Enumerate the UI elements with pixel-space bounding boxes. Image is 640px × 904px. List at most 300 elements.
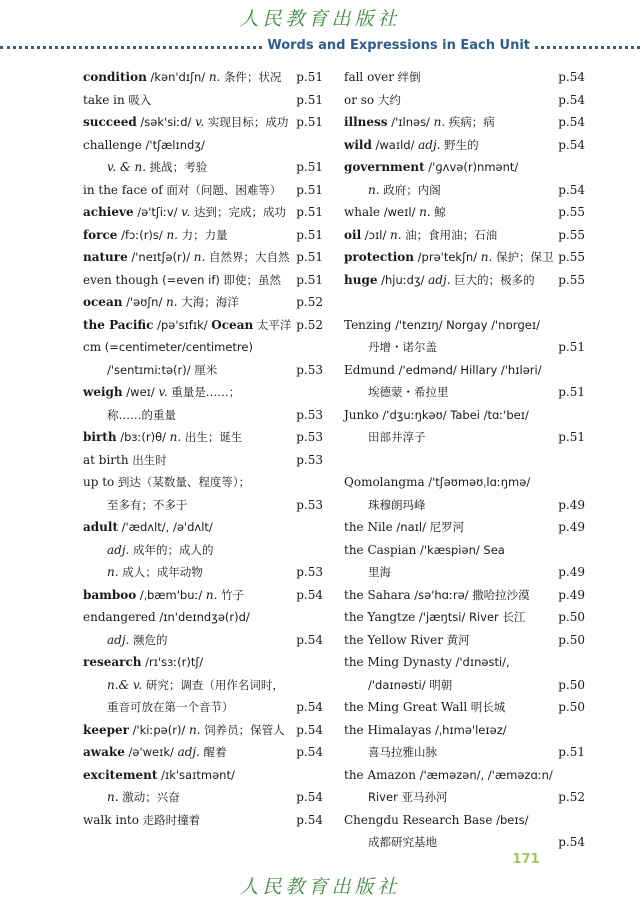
headword: excitement xyxy=(83,767,158,782)
entry-text xyxy=(344,719,507,742)
headword: the Ming Dynasty xyxy=(344,655,452,669)
translation: 研究；调查（用作名词时， xyxy=(142,677,284,692)
vocab-entry xyxy=(83,629,323,652)
translation: 力；力量 xyxy=(177,227,228,242)
headword: up to xyxy=(83,475,115,489)
vocab-entry xyxy=(344,246,585,269)
part-of-speech: adj. xyxy=(107,542,130,557)
page-reference: p.53 xyxy=(296,430,323,444)
vocab-entry xyxy=(344,179,585,202)
part-of-speech: adj. xyxy=(418,137,441,152)
page-reference: p.49 xyxy=(558,497,585,512)
vocab-entry xyxy=(344,584,585,607)
vocab-entry xyxy=(344,111,585,134)
translation: 尼罗河 xyxy=(429,520,465,534)
phonetic: /'kæspiən/ Sea xyxy=(416,542,505,557)
page-reference: p.54 xyxy=(558,137,585,152)
headword: take in xyxy=(83,92,125,107)
entry-text xyxy=(107,494,188,517)
vocab-entry xyxy=(83,674,323,697)
phonetic: /'ɡʌvə(r)nmənt/ xyxy=(424,160,519,174)
part-of-speech: n. xyxy=(193,250,206,264)
vocab-entry xyxy=(344,786,585,809)
page-title: Words and Expressions in Each Unit xyxy=(263,38,534,53)
vocab-entry xyxy=(344,404,585,427)
vocab-entry xyxy=(344,314,585,337)
translation: 成都研究基地 xyxy=(368,835,437,849)
translation: 绊倒 xyxy=(393,70,421,84)
phonetic: /prə'tekʃn/ xyxy=(414,250,481,264)
vocab-entry xyxy=(83,584,323,607)
translation: 吸入 xyxy=(124,92,152,107)
vocab-entry xyxy=(83,741,323,764)
headword: the Pacific xyxy=(83,317,154,332)
vocab-entry xyxy=(344,269,585,292)
entry-text xyxy=(107,359,217,382)
entry-text xyxy=(83,651,203,674)
headword: walk into xyxy=(83,812,139,827)
translation: 大约 xyxy=(374,92,401,107)
translation: 醒着 xyxy=(199,745,227,759)
headword: wild xyxy=(344,137,372,152)
phonetic: /'daɪnəsti/ xyxy=(368,677,430,692)
translation: 明长城 xyxy=(467,700,506,714)
entry-text xyxy=(107,629,168,652)
entry-text xyxy=(344,516,464,539)
entry-text xyxy=(83,426,242,449)
part-of-speech: n. xyxy=(188,722,201,737)
entry-text xyxy=(83,314,291,337)
entry-text xyxy=(368,831,437,854)
translation: 保护；保卫 xyxy=(492,250,554,264)
entry-text xyxy=(344,584,530,607)
translation: 珠穆朗玛峰 xyxy=(368,497,426,512)
translation: 埃德蒙・希拉里 xyxy=(368,385,449,399)
page-reference: p.54 xyxy=(296,700,323,714)
vocab-entry xyxy=(83,539,323,562)
translation: 野生的 xyxy=(440,137,479,152)
entry-text xyxy=(83,471,250,494)
phonetic: /weɪ/ xyxy=(122,385,159,399)
page-reference: p.55 xyxy=(558,205,585,219)
entry-text xyxy=(107,674,284,697)
vocab-entry xyxy=(344,494,585,517)
page-reference: p.54 xyxy=(558,70,585,84)
entry-text xyxy=(83,809,200,832)
phonetic: /ɪn'deɪndʒə(r)d/ xyxy=(155,610,250,624)
vocab-entry xyxy=(83,89,323,112)
headword: achieve xyxy=(83,205,134,219)
entry-text xyxy=(344,404,529,427)
vocab-entry xyxy=(83,764,323,787)
vocab-entry xyxy=(344,134,585,157)
entry-text xyxy=(83,741,227,764)
entry-text xyxy=(368,494,426,517)
headword: whale xyxy=(344,205,381,219)
vocab-entry xyxy=(344,741,585,764)
vocab-entry xyxy=(83,314,323,337)
page-reference: p.51 xyxy=(558,430,585,444)
phonetic: /bɜː(r)θ/ xyxy=(116,430,170,444)
page-reference: p.51 xyxy=(296,182,323,197)
vocab-entry xyxy=(83,516,323,539)
vocab-entry xyxy=(344,606,585,629)
vocab-entry xyxy=(83,359,323,382)
part-of-speech: n. xyxy=(107,565,119,579)
vocab-entry xyxy=(344,561,585,584)
headword: government xyxy=(344,160,425,174)
phonetic: /'ɪlnəs/ xyxy=(387,115,434,129)
part-of-speech: n. xyxy=(433,115,446,129)
headword: or so xyxy=(344,92,375,107)
entry-text xyxy=(83,291,239,314)
vocab-entry xyxy=(83,404,323,427)
phonetic: /'tenzɪŋ/ Norgay /'nɒrɡeɪ/ xyxy=(391,317,541,332)
headword: research xyxy=(83,655,142,669)
vocab-entry xyxy=(344,629,585,652)
phonetic: River xyxy=(368,790,402,804)
entry-text xyxy=(83,89,151,112)
vocab-entry xyxy=(344,201,585,224)
phonetic: /ə'tʃiːv/ xyxy=(133,205,182,219)
entry-text xyxy=(344,764,553,787)
entry-text xyxy=(344,224,497,247)
entry-text xyxy=(83,179,281,202)
translation: 实现目标；成功 xyxy=(204,115,289,129)
page-reference: p.51 xyxy=(296,227,323,242)
headword: at birth xyxy=(83,452,129,467)
entry-text xyxy=(83,719,285,742)
phonetic: /'æməzən/, /'æməzɑːn/ xyxy=(415,767,553,782)
page-reference: p.53 xyxy=(296,497,323,512)
vocab-entry xyxy=(83,426,323,449)
page-reference: p.54 xyxy=(296,632,323,647)
headword: protection xyxy=(344,250,415,264)
headword-extra: Ocean xyxy=(211,317,254,332)
vocab-entry xyxy=(344,471,585,494)
entry-text xyxy=(83,134,205,157)
translation: 鲸 xyxy=(430,205,446,219)
publisher-footer: 人民教育出版社 xyxy=(239,876,401,898)
headword: nature xyxy=(83,250,128,264)
headword: force xyxy=(83,227,118,242)
headword: oil xyxy=(344,227,362,242)
phonetic: (=even if) xyxy=(158,272,224,287)
translation: 长江 xyxy=(502,610,526,624)
headword: the Yangtze xyxy=(344,610,416,624)
page-reference: p.53 xyxy=(296,565,323,579)
entry-text xyxy=(107,786,180,809)
translation: 达到；完成；成功 xyxy=(190,205,286,219)
headword: weigh xyxy=(83,385,123,399)
translation: 政府；内阁 xyxy=(379,182,441,197)
headword: the Nile xyxy=(344,520,393,534)
vocab-entry xyxy=(83,381,323,404)
vocab-entry xyxy=(83,66,323,89)
translation: 田部井淳子 xyxy=(368,430,426,444)
entry-text xyxy=(107,404,176,427)
entry-text xyxy=(107,156,207,179)
translation: 条件；状况 xyxy=(220,70,282,84)
translation: 即使；虽然 xyxy=(223,272,282,287)
headword: fall over xyxy=(344,70,394,84)
translation: 到达（某数量、程度等）； xyxy=(114,475,251,489)
page-reference: p.51 xyxy=(296,160,323,174)
page-reference: p.51 xyxy=(296,272,323,287)
page-reference: p.52 xyxy=(296,295,323,309)
page-reference: p.54 xyxy=(296,587,323,602)
part-of-speech: v. xyxy=(181,205,191,219)
entry-text xyxy=(344,66,421,89)
entry-text xyxy=(83,381,240,404)
page-reference: p.53 xyxy=(296,407,323,422)
translation: 挑战；考验 xyxy=(146,160,208,174)
entry-text xyxy=(107,696,234,719)
entry-text xyxy=(344,269,535,292)
vocab-entry xyxy=(344,719,585,742)
entry-text xyxy=(344,696,505,719)
phonetic: /sək'siːd/ xyxy=(136,115,196,129)
phonetic: /'dʒuːŋkəʊ/ Tabei /tɑː'beɪ/ xyxy=(378,407,529,422)
part-of-speech: n.& v. xyxy=(107,677,143,692)
vocab-entry xyxy=(83,269,323,292)
headword: Chengdu Research Base xyxy=(344,812,493,827)
translation: 至多有；不多于 xyxy=(107,497,188,512)
headword: condition xyxy=(83,70,147,84)
page-reference: p.51 xyxy=(558,340,585,354)
entry-text xyxy=(368,674,452,697)
entry-text xyxy=(368,741,437,764)
phonetic: /'tʃælɪndʒ/ xyxy=(141,137,205,152)
translation: 竹子 xyxy=(217,587,245,602)
page-reference: p.54 xyxy=(558,115,585,129)
page-reference: p.50 xyxy=(558,610,585,624)
phonetic: /waɪld/ xyxy=(371,137,419,152)
part-of-speech: n. xyxy=(389,227,402,242)
phonetic: /ɪk'saɪtmənt/ xyxy=(157,767,235,782)
part-of-speech: n. xyxy=(208,70,221,84)
phonetic: /ˌhɪmə'leɪəz/ xyxy=(431,722,507,737)
entry-text xyxy=(107,561,203,584)
vocab-entry xyxy=(83,606,323,629)
translation: 疾病；病 xyxy=(445,115,495,129)
entry-text xyxy=(344,246,553,269)
entry-text xyxy=(368,179,441,202)
page-reference: p.51 xyxy=(296,205,323,219)
translation: 走路时撞着 xyxy=(138,812,201,827)
headword: cm xyxy=(83,340,102,354)
entry-text xyxy=(83,606,250,629)
translation: 成年的；成人的 xyxy=(129,542,214,557)
publisher-header: 人民教育出版社 xyxy=(239,8,401,30)
page-reference: p.54 xyxy=(558,835,585,849)
headword: bamboo xyxy=(83,587,137,602)
translation: 油；食用油；石油 xyxy=(401,227,498,242)
headword: in the face of xyxy=(83,182,163,197)
page-reference: p.53 xyxy=(296,362,323,377)
vocab-entry xyxy=(344,156,585,179)
part-of-speech: n. xyxy=(107,790,119,804)
translation: 成人；成年动物 xyxy=(118,565,203,579)
page-reference: p.52 xyxy=(558,790,585,804)
translation: 明朝 xyxy=(429,677,453,692)
headword: Tenzing xyxy=(344,317,392,332)
entry-text xyxy=(344,539,505,562)
translation: 黄河 xyxy=(442,632,470,647)
entry-text xyxy=(344,314,540,337)
phonetic: /'sentɪmiːtə(r)/ xyxy=(107,362,195,377)
part-of-speech: n. xyxy=(368,182,380,197)
entry-text xyxy=(83,584,244,607)
entry-text xyxy=(83,224,228,247)
entry-text xyxy=(83,269,281,292)
phonetic: /'əʊʃn/ xyxy=(122,295,167,309)
part-of-speech: n. xyxy=(480,250,493,264)
page-reference: p.54 xyxy=(296,812,323,827)
section-gap xyxy=(344,291,585,314)
vocab-entry xyxy=(83,201,323,224)
part-of-speech: v. & n. xyxy=(107,160,147,174)
page-reference: p.50 xyxy=(558,677,585,692)
vocab-entry xyxy=(344,764,585,787)
page-reference: p.54 xyxy=(558,92,585,107)
vocab-entry xyxy=(83,179,323,202)
headword: birth xyxy=(83,430,117,444)
part-of-speech: v. xyxy=(195,115,205,129)
vocab-entry xyxy=(83,449,323,472)
headword: endangered xyxy=(83,610,156,624)
headword: Junko xyxy=(344,407,379,422)
vocab-entry xyxy=(344,674,585,697)
page-number: 171 xyxy=(512,852,540,867)
translation: 出生时 xyxy=(128,452,167,467)
entry-text xyxy=(83,111,288,134)
vocab-entry xyxy=(83,291,323,314)
translation: 激动；兴奋 xyxy=(118,790,180,804)
headword: even though xyxy=(83,272,159,287)
phonetic: /beɪs/ xyxy=(492,812,529,827)
translation: 饲养员；保管人 xyxy=(200,722,285,737)
phonetic: /'dɪnəsti/, xyxy=(451,655,510,669)
page-reference: p.52 xyxy=(296,317,323,332)
phonetic: /kən'dɪʃn/ xyxy=(146,70,209,84)
phonetic: /hjuːdʒ/ xyxy=(377,272,429,287)
phonetic: /ə'weɪk/ xyxy=(124,745,178,759)
entry-text xyxy=(83,764,235,787)
phonetic: /ɔɪl/ xyxy=(361,227,390,242)
part-of-speech: v. xyxy=(158,385,168,399)
part-of-speech: n. xyxy=(419,205,431,219)
entry-text xyxy=(344,134,479,157)
vocab-entry xyxy=(344,336,585,359)
translation: 出生；诞生 xyxy=(181,430,243,444)
entry-text xyxy=(83,516,213,539)
right-column xyxy=(344,66,585,854)
vocab-entry xyxy=(344,66,585,89)
phonetic: /ˌbæm'buː/ xyxy=(136,587,206,602)
entry-text xyxy=(83,201,286,224)
page-reference: p.50 xyxy=(558,632,585,647)
phonetic: /fɔː(r)s/ xyxy=(117,227,167,242)
headword: the Ming Great Wall xyxy=(344,700,468,714)
page-reference: p.51 xyxy=(296,250,323,264)
phonetic: /'kiːpə(r)/ xyxy=(128,722,189,737)
entry-text xyxy=(344,201,446,224)
vocab-entry xyxy=(83,719,323,742)
page-reference: p.51 xyxy=(558,745,585,759)
entry-text xyxy=(368,336,437,359)
headword: Qomolangma xyxy=(344,475,425,489)
entry-text xyxy=(107,539,214,562)
vocab-entry xyxy=(344,359,585,382)
page-reference: p.51 xyxy=(296,92,323,107)
phonetic: /sə'hɑːrə/ xyxy=(410,587,473,602)
page-reference: p.51 xyxy=(558,385,585,399)
entry-text xyxy=(344,809,528,832)
vocab-entry xyxy=(83,336,323,359)
entry-text xyxy=(344,111,495,134)
translation: 厘米 xyxy=(194,362,218,377)
part-of-speech: adj. xyxy=(428,272,451,287)
headword: awake xyxy=(83,745,125,759)
part-of-speech: n. xyxy=(205,587,218,602)
translation: 面对（问题、困难等） xyxy=(162,182,282,197)
vocab-entry xyxy=(344,696,585,719)
translation: 重音可放在第一个音节） xyxy=(107,700,234,714)
page-reference: p.49 xyxy=(558,520,585,534)
vocab-entry xyxy=(344,539,585,562)
entry-text xyxy=(368,381,449,404)
entry-text xyxy=(344,606,525,629)
translation: 撒哈拉沙漠 xyxy=(472,587,530,602)
phonetic: (=centimeter/centimetre) xyxy=(101,340,253,354)
phonetic: /'neɪtʃə(r)/ xyxy=(127,250,194,264)
entry-text xyxy=(83,246,289,269)
vocab-entry xyxy=(83,471,323,494)
part-of-speech: adj. xyxy=(107,632,130,647)
vocab-entry xyxy=(83,111,323,134)
vocab-entry xyxy=(344,651,585,674)
vocab-entry xyxy=(344,381,585,404)
headword: huge xyxy=(344,272,378,287)
page-reference: p.49 xyxy=(558,565,585,579)
vocab-entry xyxy=(83,134,323,157)
entry-text xyxy=(368,426,426,449)
entry-text xyxy=(344,651,510,674)
vocab-entry xyxy=(83,561,323,584)
part-of-speech: adj. xyxy=(177,745,200,759)
page-reference: p.54 xyxy=(296,790,323,804)
vocab-entry xyxy=(344,224,585,247)
page-reference: p.54 xyxy=(296,722,323,737)
entry-text xyxy=(83,336,253,359)
headword: Edmund xyxy=(344,362,395,377)
translation: 喜马拉雅山脉 xyxy=(368,745,437,759)
headword: challenge xyxy=(83,137,142,152)
page-reference: p.49 xyxy=(558,587,585,602)
page-reference: p.55 xyxy=(558,272,585,287)
vocab-entry xyxy=(344,516,585,539)
vocab-entry xyxy=(83,651,323,674)
headword: the Amazon xyxy=(344,767,416,782)
translation: 称……的重量 xyxy=(107,407,176,422)
headword: ocean xyxy=(83,295,123,309)
vocab-entry xyxy=(83,494,323,517)
vocab-entry xyxy=(83,156,323,179)
page-reference: p.50 xyxy=(558,700,585,714)
entry-text xyxy=(344,359,542,382)
translation: 巨大的；极多的 xyxy=(450,272,535,287)
